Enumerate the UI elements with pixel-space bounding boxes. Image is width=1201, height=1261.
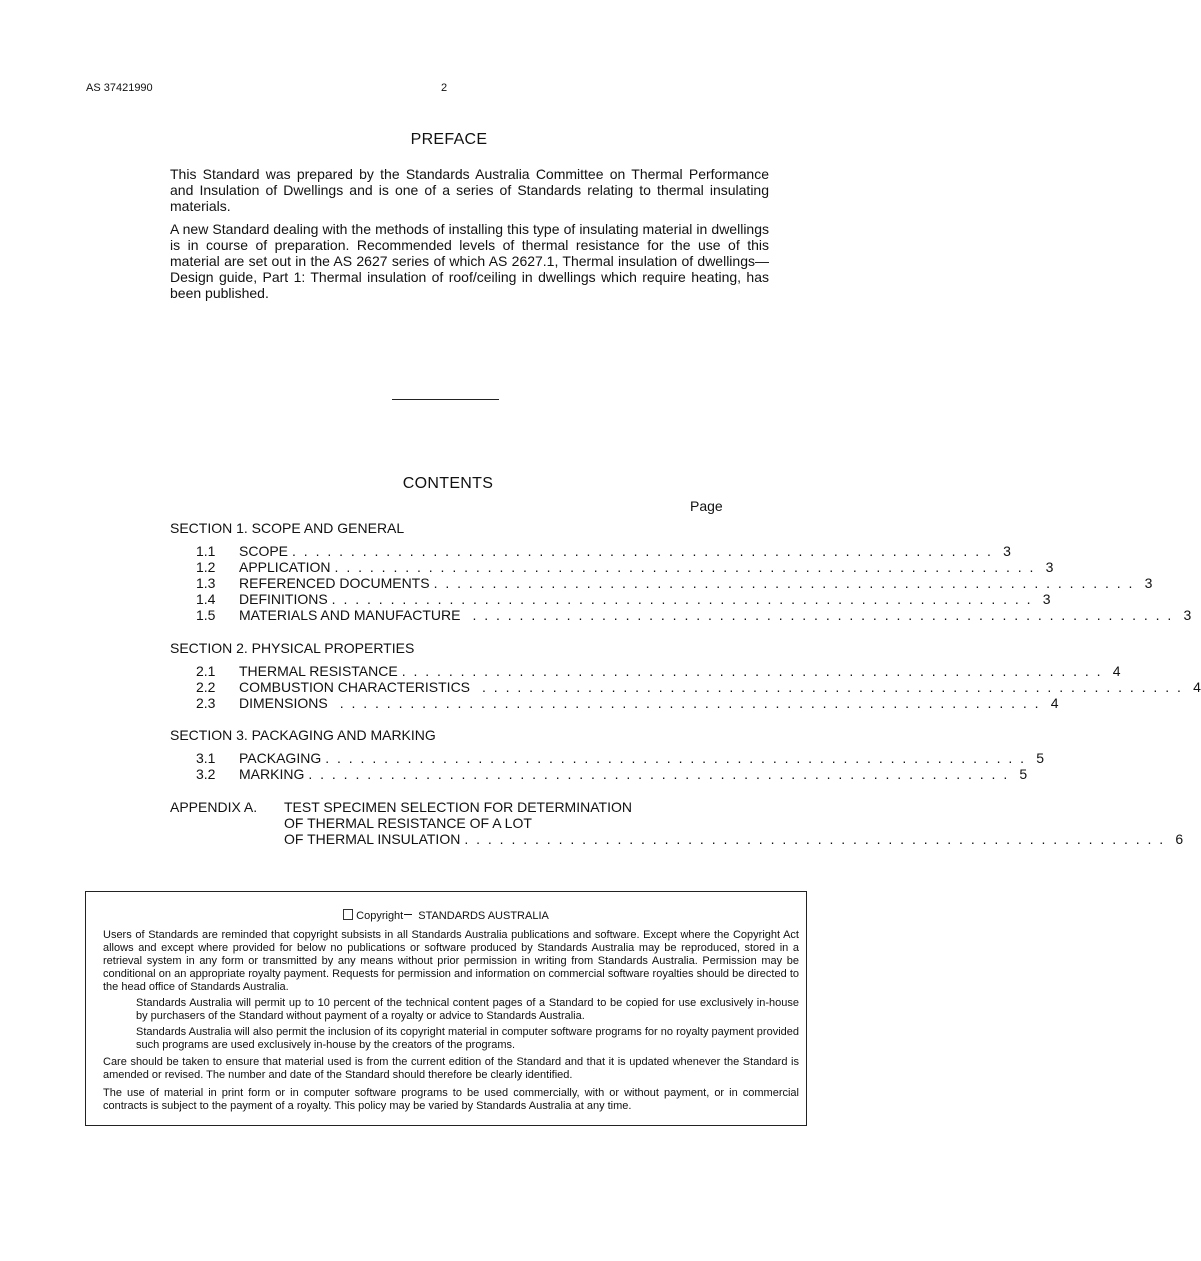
toc-entry-1-5[interactable] [196, 607, 1192, 623]
copyright-dash [404, 914, 412, 915]
toc-entry-label: THERMAL RESISTANCE [239, 663, 398, 679]
toc-entry-number: 1.1 [196, 543, 216, 559]
toc-entry-page: 3 [1003, 543, 1011, 559]
toc-entry-number: 1.2 [196, 559, 216, 575]
toc-entry-number: 2.2 [196, 679, 216, 695]
toc-entry-number: 1.3 [196, 575, 216, 591]
toc-entry-1-3[interactable] [196, 575, 1153, 591]
copyright-symbol-icon [343, 909, 353, 920]
toc-entry-page: 3 [1042, 591, 1051, 607]
contents-page-label: Page [690, 498, 723, 514]
toc-entry-3-1[interactable] [196, 750, 1045, 766]
toc-entry-page: 3 [1045, 559, 1054, 575]
toc-entry-2-3[interactable] [196, 695, 1059, 711]
toc-entry-3-2[interactable] [196, 766, 1028, 782]
toc-entry-label: DEFINITIONS [239, 591, 328, 607]
section-divider [392, 399, 499, 400]
preface-title: PREFACE [410, 131, 488, 148]
toc-entry-1-4[interactable] [196, 591, 1051, 607]
copyright-paragraph-1: Users of Standards are reminded that copyright subsists in all Standards Australia publications and software. Except where the Copyright Act allows and except where provided for below no publications or software produced by Standards Australia may be reproduced, stored in a retrieval system in any form or transmitted by any means without prior permission in writing from Standards Australia. Permission may be conditional on an appropriate royalty payment. Requests for permission and information on commercial software royalties should be directed to the head office of Standards Australia. [103, 929, 799, 993]
toc-leader-dots: . . . . . . . . . . . . . . . . . . . . . . . . . . . . . . . . . . . . . . . . . . . . . . . . . . . . . . . . . . . . [339, 695, 1041, 711]
toc-leader-dots: . . . . . . . . . . . . . . . . . . . . . . . . . . . . . . . . . . . . . . . . . . . . . . . . . . . . . . . . . . . . [472, 607, 1174, 623]
toc-entry-1-2[interactable] [196, 559, 1054, 575]
preface-paragraph-2: A new Standard dealing with the methods of installing this type of insulating material in dwellings is in course of preparation. Recommended levels of thermal resistance for the use of this material are set out in the AS 2627 series of which AS 2627.1, Thermal insulation of dwellings—Design guide, Part 1: Thermal insulation of roof/ceiling in dwellings which require heating, has been published. [170, 221, 769, 301]
toc-leader-dots: . . . . . . . . . . . . . . . . . . . . . . . . . . . . . . . . . . . . . . . . . . . . . . . . . . . . . . . . . . . . [325, 750, 1027, 766]
toc-entry-page: 3 [1144, 575, 1153, 591]
toc-leader-dots: . . . . . . . . . . . . . . . . . . . . . . . . . . . . . . . . . . . . . . . . . . . . . . . . . . . . . . . . . . . . [334, 559, 1036, 575]
preface-paragraph-1: This Standard was prepared by the Standards Australia Committee on Thermal Performance and Insulation of Dwellings and is one of a series of Standards relating to thermal insulating materials. [170, 166, 769, 214]
toc-leader-dots: . . . . . . . . . . . . . . . . . . . . . . . . . . . . . . . . . . . . . . . . . . . . . . . . . . . . . . . . . . . . [331, 591, 1033, 607]
toc-leader-dots: . . . . . . . . . . . . . . . . . . . . . . . . . . . . . . . . . . . . . . . . . . . . . . . . . . . . . . . . . . . . [401, 663, 1103, 679]
toc-leader-dots: . . . . . . . . . . . . . . . . . . . . . . . . . . . . . . . . . . . . . . . . . . . . . . . . . . . . . . . . . . . . [308, 766, 1010, 782]
toc-entry-page: 4 [1112, 663, 1121, 679]
toc-entry-number: 2.1 [196, 663, 216, 679]
toc-entry-page: 4 [1193, 679, 1201, 695]
toc-leader-dots: . . . . . . . . . . . . . . . . . . . . . . . . . . . . . . . . . . . . . . . . . . . . . . . . . . . . . . . . . . . . [292, 543, 993, 559]
copyright-paragraph-5: The use of material in print form or in computer software programs to be used commercially, with or without payment, or in commercial contracts is subject to the payment of a royalty. This policy may be varied by Standards Australia at any time. [103, 1087, 799, 1112]
toc-entry-number: 1.4 [196, 591, 216, 607]
copyright-paragraph-3: Standards Australia will also permit the inclusion of its copyright material in computer software programs for no royalty payment provided such programs are used exclusively in-house by the creators of the programs. [136, 1026, 799, 1051]
contents-title: CONTENTS [402, 475, 494, 492]
toc-entry-number: 1.5 [196, 607, 216, 623]
toc-entry-label: DIMENSIONS [239, 695, 328, 711]
copyright-holder: STANDARDS AUSTRALIA [418, 910, 549, 922]
toc-section-1-heading: SECTION 1. SCOPE AND GENERAL [170, 520, 405, 536]
toc-entry-label: OF THERMAL INSULATION [284, 831, 461, 847]
toc-entry-label: REFERENCED DOCUMENTS [239, 575, 430, 591]
toc-entry-label: SCOPE [239, 543, 289, 559]
toc-entry-number: 3.2 [196, 766, 216, 782]
document-id: AS 37421990 [86, 82, 153, 94]
toc-entry-number: 3.1 [196, 750, 216, 766]
toc-entry-appendix-a[interactable] [284, 831, 1184, 847]
toc-leader-dots: . . . . . . . . . . . . . . . . . . . . . . . . . . . . . . . . . . . . . . . . . . . . . . . . . . . . . . . . . . . . [482, 679, 1183, 695]
toc-entry-page: 6 [1175, 831, 1184, 847]
toc-entry-2-1[interactable] [196, 663, 1121, 679]
toc-appendix-title-line-1: TEST SPECIMEN SELECTION FOR DETERMINATION [284, 799, 632, 815]
copyright-heading-label: Copyright [356, 910, 404, 922]
toc-entry-number: 2.3 [196, 695, 216, 711]
toc-entry-page: 5 [1019, 766, 1028, 782]
toc-entry-label: MATERIALS AND MANUFACTURE [239, 607, 461, 623]
toc-entry-label: APPLICATION [239, 559, 331, 575]
toc-entry-label: COMBUSTION CHARACTERISTICS [239, 679, 471, 695]
toc-leader-dots: . . . . . . . . . . . . . . . . . . . . . . . . . . . . . . . . . . . . . . . . . . . . . . . . . . . . . . . . . . . . [464, 831, 1166, 847]
copyright-paragraph-4: Care should be taken to ensure that material used is from the current edition of the Standard and that it is updated whenever the Standard is amended or revised. The number and date of the Standard should therefore be clearly identified. [103, 1056, 799, 1081]
toc-entry-2-2[interactable] [196, 679, 1201, 695]
toc-appendix-prefix: APPENDIX A. [170, 799, 258, 815]
toc-entry-label: PACKAGING [239, 750, 322, 766]
toc-entry-1-1[interactable] [196, 543, 1011, 559]
page-number: 2 [441, 82, 448, 94]
toc-entry-label: MARKING [239, 766, 305, 782]
toc-entry-page: 5 [1036, 750, 1045, 766]
toc-leader-dots: . . . . . . . . . . . . . . . . . . . . . . . . . . . . . . . . . . . . . . . . . . . . . . . . . . . . . . . . . . . . [433, 575, 1135, 591]
copyright-heading [85, 909, 807, 922]
toc-section-3-heading: SECTION 3. PACKAGING AND MARKING [170, 727, 436, 743]
copyright-paragraph-2: Standards Australia will permit up to 10 percent of the technical content pages of a Standard to be copied for use exclusively in-house by purchasers of the Standard without payment of a royalty or advice to Standards Australia. [136, 997, 799, 1022]
toc-entry-page: 3 [1183, 607, 1192, 623]
toc-appendix-title-line-2: OF THERMAL RESISTANCE OF A LOT [284, 815, 532, 831]
toc-entry-page: 4 [1050, 695, 1059, 711]
toc-section-2-heading: SECTION 2. PHYSICAL PROPERTIES [170, 640, 415, 656]
